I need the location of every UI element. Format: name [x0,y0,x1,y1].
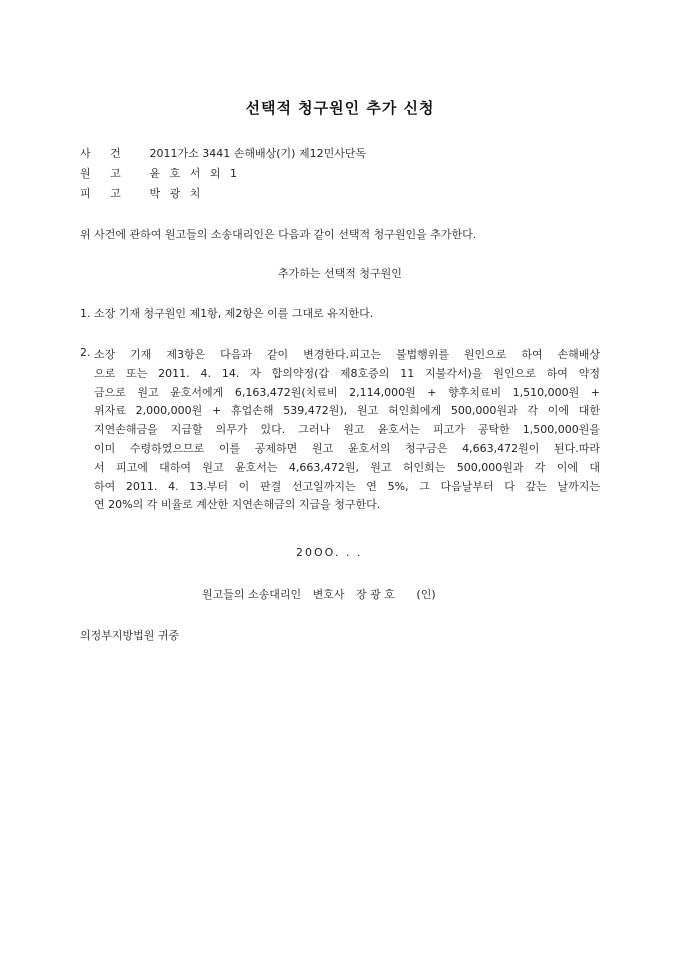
body-line: 이미 수령하였으므로 이를 공제하면 원고 윤호서의 청구금은 4,663,472원이 된다.따라 [94,441,600,455]
signature-role: 변호사 [312,588,345,601]
document-title: 선택적 청구원인 추가 신청 [245,99,435,117]
body-line: 소장 기재 제3항은 다음과 같이 변경한다.피고는 불법행위를 원인으로 하여 손해배상 [94,348,600,361]
body-line: 금으로 원고 윤호서에게 6,163,472원(치료비 2,114,000원 + 향후치료비 1,510,000원 + [94,385,600,399]
case-row [80,145,366,161]
claim-item-1: 1. 소장 기재 청구원인 제1항, 제2항은 이를 그대로 유지한다. [80,307,374,320]
body-line: 위자료 2,000,000원 + 휴업손해 539,472원), 원고 허인희에게 500,000원과 각 이에 대한 [94,404,600,418]
defendant-label: 피 고 [80,187,129,200]
seal-mark: (인) [416,588,436,601]
court-addressee: 의정부지방법원 귀중 [80,629,180,642]
section-heading: 추가하는 선택적 청구원인 [278,267,402,280]
body-line: 하여 2011. 4. 13.부터 이 판결 선고일까지는 연 5%, 그 다음날부터 다 갚는 날까지는 [94,479,600,493]
plaintiff-label: 원 고 [80,167,129,180]
plaintiff-row [80,165,240,181]
case-label: 사 건 [80,147,129,160]
body-line: 지연손해금을 지급할 의무가 있다. 그러나 원고 윤호서는 피고가 공탁한 1,500,000원을 [94,423,600,437]
body-line: 으로 또는 2011. 4. 14. 자 합의약정(갑 제8호증의 11 지불각서)을 원인으로 하여 약정 [94,366,600,380]
case-value: 2011가소 3441 손해배상(기) 제12민사단독 [149,147,367,160]
claim-item-2-number: 2. [80,346,91,359]
plaintiff-value: 윤 호 서 외 1 [149,167,240,180]
claim-item-2-body [94,346,600,515]
signature-line [202,586,444,602]
defendant-value: 박 광 치 [149,187,204,200]
intro-paragraph: 위 사건에 관하여 원고들의 소송대리인은 다음과 같이 선택적 청구원인을 추가한다. [80,228,477,241]
defendant-row [80,185,203,201]
body-line: 연 20%의 각 비율로 계산한 지연손해금의 지급을 청구한다. [94,498,381,512]
body-line: 서 피고에 대하여 원고 윤호서는 4,663,472원, 원고 허인희는 500,000원과 각 이에 대 [94,460,600,474]
filing-date: 20OO. . . [296,546,363,559]
signature-prefix: 원고들의 소송대리인 [202,588,302,601]
signature-name: 장 광 호 [356,588,395,601]
